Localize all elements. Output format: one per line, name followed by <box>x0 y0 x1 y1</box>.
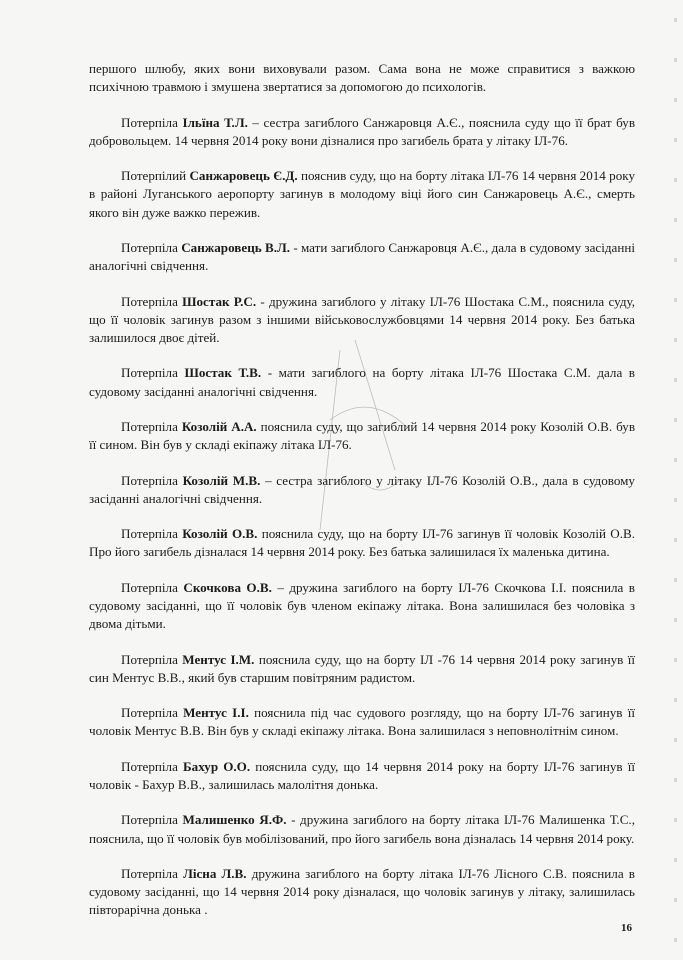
paragraph-text: пояснила під час судового розгляду, що на борту ІЛ-76 загинув її чоловік Ментус В.В. Він був у складі екіпажу літака. Вона залишилася з неповнолітнім сином. <box>89 705 635 739</box>
person-name: Ментус І.М. <box>182 651 255 667</box>
person-name: Ментус І.І. <box>183 705 249 721</box>
person-name: Козолій М.В. <box>182 472 261 488</box>
person-name: Шостак Р.С. <box>182 293 257 309</box>
person-name: Санжаровець В.Л. <box>181 239 291 255</box>
person-name: Ільїна Т.Л. <box>182 114 248 130</box>
testimony-paragraph <box>89 472 635 508</box>
paragraph-text: – сестра загиблого у літаку ІЛ-76 Козолій О.В., дала в судовому засіданні аналогічні свідчення. <box>89 472 635 506</box>
paragraph-text: - мати загиблого на борту літака ІЛ-76 Шостака С.М. дала в судовому засіданні аналогічні свідчення. <box>89 365 635 399</box>
testimony-paragraph <box>89 579 635 634</box>
testimony-paragraph <box>89 865 635 920</box>
testimony-paragraph <box>89 239 635 275</box>
paragraph-text: пояснила суду, що на борту ІЛ-76 загинув її чоловік Козолій О.В. Про його загибель дізналася 14 червня 2014 року. Без батька залишилася їх маленька дитина. <box>89 526 635 560</box>
testimony-paragraph <box>89 651 635 687</box>
paragraph-text: дружина загиблого на борту літака ІЛ-76 Лісного С.В. пояснила в судовому засіданні, що 14 червня 2014 року дізналася, що чоловік загинув у літаку, залишилась півторарічна донька . <box>89 865 635 918</box>
page-number: 16 <box>621 922 632 934</box>
testimony-paragraph <box>89 758 635 794</box>
paragraph-lead: Потерпіла <box>121 239 182 255</box>
testimony-paragraph <box>89 811 635 847</box>
person-name: Санжаровець Є.Д. <box>189 168 298 184</box>
paragraph-lead: Потерпіла <box>121 418 182 434</box>
paragraph-text: – дружина загиблого на борту ІЛ-76 Скочкова І.І. пояснила в судовому засіданні, що її чоловік був членом екіпажу літака. Вона залишилася без чоловіка з двома дітьми. <box>89 579 635 632</box>
testimony-paragraph <box>89 704 635 740</box>
testimony-paragraph <box>89 364 635 400</box>
person-name: Козолій О.В. <box>182 526 258 542</box>
paragraph-lead: Потерпіла <box>121 865 184 881</box>
person-name: Скочкова О.В. <box>183 579 272 595</box>
paragraph-lead: Потерпіла <box>121 705 184 721</box>
paragraph-text: пояснила суду, що 14 червня 2014 року на борту ІЛ-76 загинув її чоловік - Бахур В.В., залишилась малолітня донька. <box>89 758 635 792</box>
document-body <box>89 60 635 937</box>
paragraph-lead: Потерпіла <box>121 758 184 774</box>
scan-edge-artifact <box>674 0 677 960</box>
person-name: Козолій А.А. <box>181 418 257 434</box>
person-name: Шостак Т.В. <box>184 365 262 381</box>
paragraph-lead: Потерпіла <box>121 114 183 130</box>
paragraph-text: пояснив суду, що на борту літака ІЛ-76 14 червня 2014 року в районі Луганського аеропорту загинув в молодому віці його син Санжаровець А.Є., смерть якого він дуже важко пережив. <box>89 168 635 220</box>
person-name: Бахур О.О. <box>183 758 251 774</box>
testimony-paragraph <box>89 525 635 561</box>
testimony-paragraph <box>89 114 635 150</box>
person-name: Малишенко Я.Ф. <box>182 812 287 828</box>
testimony-paragraph <box>89 418 635 454</box>
paragraph-text: пояснила суду, що загиблий 14 червня 2014 року Козолій О.В. був її сином. Він був у складі екіпажу літака ІЛ-76. <box>89 418 635 453</box>
paragraph-lead: Потерпіла <box>121 579 184 595</box>
testimony-paragraph <box>89 167 635 222</box>
paragraph-text: - дружина загиблого на борту літака ІЛ-76 Малишенка Т.С., пояснила, що її чоловік був мобілізований, про його загибель вона дізналась 14 червня 2014 року. <box>89 812 635 846</box>
paragraph-lead: Потерпілий <box>121 168 190 184</box>
paragraph-text: пояснила суду, що на борту ІЛ -76 14 червня 2014 року загинув її син Ментус В.В., який був старшим повітряним радистом. <box>89 651 635 685</box>
paragraph-lead: Потерпіла <box>121 526 183 542</box>
paragraph-lead: Потерпіла <box>121 651 183 667</box>
paragraph-lead: Потерпіла <box>121 812 183 828</box>
paragraph-lead: Потерпіла <box>121 472 183 488</box>
paragraph-text: - мати загиблого Санжаровця А.Є., дала в судовому засіданні аналогічні свідчення. <box>89 239 635 274</box>
paragraph-text: – сестра загиблого Санжаровця А.Є., пояснила суду що її брат був добровольцем. 14 червня 2014 року вони дізналися про загибель брата у літаку ІЛ-76. <box>89 114 635 148</box>
person-name: Лісна Л.В. <box>183 865 247 881</box>
paragraph-lead: Потерпіла <box>121 365 185 381</box>
continuation-paragraph: першого шлюбу, яких вони виховували разом. Сама вона не може справитися з важкою психічною травмою і змушена звертатися за допомогою до психологів. <box>89 61 635 95</box>
paragraph-text: - дружина загиблого у літаку ІЛ-76 Шостака С.М., пояснила суду, що її чоловік загинув разом з іншими військовослужбовцями 14 червня 2014 року. Без батька залишилося двоє дітей. <box>89 293 635 345</box>
testimony-paragraph <box>89 293 635 348</box>
paragraph-lead: Потерпіла <box>121 293 183 309</box>
